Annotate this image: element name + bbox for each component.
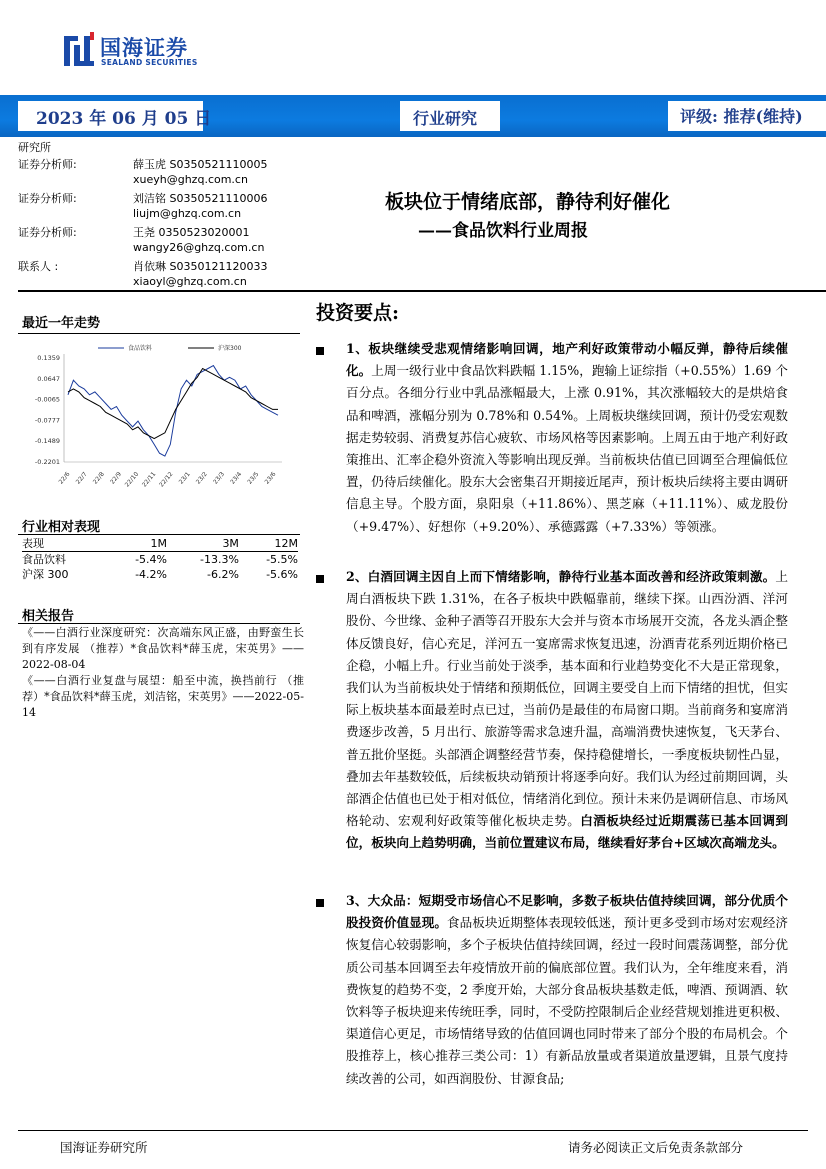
analyst-list	[18, 139, 318, 292]
footer-org: 国海证券研究所	[60, 1140, 148, 1155]
logo-text-en: SEALAND SECURITIES	[101, 58, 198, 67]
point-2-heading: 2、白酒回调主因自上而下情绪影响，静待行业基本面改善和经济政策刺激。	[346, 569, 776, 584]
chart-y-tick: -0.1489	[34, 437, 60, 446]
perf-value: -5.5%	[266, 553, 298, 566]
analyst-role: 证券分析师:	[18, 226, 77, 239]
perf-row	[22, 536, 298, 552]
bullet-icon	[316, 575, 324, 583]
report-type: 行业研究	[413, 109, 478, 128]
chart-x-tick: 22/11	[140, 470, 158, 489]
analyst-row	[18, 224, 318, 241]
point-2-tail: 白酒板块经过近期震荡已基本回调到位，板块向上趋势明确，当前位置建议布局，继续看好茅台+区域次高端龙头。	[346, 813, 789, 851]
footer-divider	[18, 1130, 808, 1131]
dept-label: 研究所	[18, 141, 51, 154]
analyst-row	[18, 173, 318, 190]
chart-y-tick: -0.0777	[34, 416, 60, 425]
perf-label: 沪深 300	[22, 568, 69, 581]
report-item: 《——白酒行业深度研究：次高端东风正盛，由野蛮生长到有序发展 （推荐）*食品饮料*薛玉虎，宋英男》——2022-08-04	[22, 626, 304, 671]
related-reports	[22, 625, 304, 721]
header-divider	[18, 290, 826, 292]
perf-label: 食品饮料	[22, 553, 66, 566]
analyst-value: 薛玉虎 S0350521110005	[133, 158, 268, 171]
analyst-row	[18, 190, 318, 207]
chart-y-tick: 0.0647	[37, 374, 60, 383]
point-3-text: 食品板块近期整体表现较低迷，预计更多受到市场对宏观经济恢复信心较弱影响，多个子板块估值持续回调，经过一段时间震荡调整，部分优质公司基本回调至去年疫情放开前的偏底部位置。我们认为，全年维度来看，消费恢复的趋势不变，2 季度开始，大部分食品板块基数走低，啤酒、预调酒、软饮料等子板块迎来传统旺季，同时，不受防控限制后企业经营规划推进更积极、渠道信心更足，市场情绪导致的估值回调也同时带来了部分个股的布局机会。个股推荐上，核心推荐三类公司：1）有新品放量或者渠道放量逻辑，且景气度持续改善的公司，如西润股份、甘源食品;	[346, 915, 789, 1086]
perf-value: -13.3%	[200, 553, 239, 566]
analyst-role: 证券分析师:	[18, 158, 77, 171]
chart-y-tick: -0.2201	[34, 458, 60, 466]
analyst-value: wangy26@ghzq.com.cn	[133, 241, 265, 254]
perf-value: -4.2%	[135, 568, 167, 581]
perf-table	[22, 536, 298, 582]
chart-x-tick: 23/6	[263, 470, 278, 486]
analyst-value: 肖依琳 S0350121120033	[133, 260, 268, 273]
chart-y-tick: 0.1359	[37, 354, 60, 362]
chart-legend-label: 食品饮料	[128, 345, 153, 352]
perf-label: 表现	[22, 537, 44, 550]
perf-row	[22, 567, 298, 582]
trend-divider	[18, 333, 300, 334]
analyst-row	[18, 156, 318, 173]
chart-x-tick: 23/4	[229, 470, 244, 486]
perf-value: -6.2%	[207, 568, 239, 581]
perf-value: -5.6%	[266, 568, 298, 581]
point-2	[346, 566, 788, 855]
report-title: 板块位于情绪底部，静待利好催化	[385, 191, 671, 213]
trend-title: 最近一年走势	[22, 316, 101, 331]
perf-value: 12M	[274, 537, 298, 550]
point-1-text: 上周一级行业中食品饮料跌幅 1.15%，跑输上证综指（+0.55%）1.69 个百分点。各细分行业中乳品涨幅最大，上涨 0.91%，其次涨幅较大的是烘焙食品和啤酒，涨幅分别为 0.78%和 0.54%。上周板块继续回调，预计仍受宏观数据走势较弱、消费复苏信心疲软、市场风格等因素影响。上周五由于地产利好政策推出、汇率企稳外资流入等影响出现反弹。当前板块估值已回调至合理偏低位置，仍待后续催化。股东大会密集召开期接近尾声，预计板块后续将主要由调研信息主导。个股方面，泉阳泉（+11.86%）、黑芝麻（+11.11%）、威龙股份（+9.47%）、好想你（+9.20%）、承德露露（+7.33%）等领涨。	[346, 363, 788, 534]
analyst-row	[18, 241, 318, 258]
chart-x-tick: 22/8	[91, 470, 106, 486]
perf-value: -5.4%	[135, 553, 167, 566]
rating-value: 推荐(维持)	[723, 107, 803, 126]
chart-x-tick: 22/12	[158, 470, 175, 489]
perf-row	[22, 552, 298, 568]
rating-label: 评级:	[680, 107, 718, 126]
chart-legend-label: 沪深300	[218, 345, 242, 352]
perf-value: 3M	[222, 537, 239, 550]
analyst-role: 联系人 :	[18, 260, 59, 273]
analyst-value: 王尧 0350523020001	[133, 226, 250, 239]
report-date: 2023 年 06 月 05 日	[36, 109, 212, 129]
chart-y-tick: -0.0065	[34, 395, 60, 404]
bullet-icon	[316, 347, 324, 355]
chart-x-tick: 23/1	[177, 470, 192, 486]
chart-x-tick: 23/5	[246, 470, 261, 486]
logo-text-cn: 国海证券	[100, 35, 188, 60]
rating	[680, 104, 803, 127]
point-1	[346, 338, 788, 538]
report-item: 《——白酒行业复盘与展望：船至中流，换挡前行 （推荐）*食品饮料*薛玉虎，刘洁铭，宋英男》——2022-05-14	[22, 674, 304, 719]
point-3-heading: 3、大众品：短期受市场信心不足影响，多数子板块估值持续回调，部分优质个股投资价值显现。	[346, 893, 788, 931]
keypoints-title: 投资要点:	[316, 302, 400, 324]
chart-x-tick: 22/10	[123, 470, 141, 489]
chart-series-line	[68, 366, 278, 457]
analyst-role: 证券分析师:	[18, 192, 77, 205]
reports-title: 相关报告	[22, 609, 75, 624]
point-2-text: 上周白酒板块下跌 1.31%，在各子板块中跌幅靠前，继续下探。山西汾酒、洋河股份、今世缘、金种子酒等召开股东大会并与资本市场展开交流，各龙头酒企整体反馈良好，信心充足，洋河五一宴席需求恢复迅速，汾酒青花系列近期价格已企稳，小幅上升。行业当前处于淡季，基本面和行业趋势变化不大是正常现象，我们认为当前板块处于情绪和预期低位，回调主要受自上而下情绪的担忧，但实际上板块基本面最差时点已过，当前仍是最佳的布局窗口期。当前商务和宴席消费逐步改善，5 月出行、旅游等需求急速升温，高端消费快速恢复，飞天茅台、普五批价坚挺。头部酒企调整经营节奏，保持稳健增长，一季度板块韧性凸显，叠加去年基数较低，后续板块动销预计将逐季向好。我们认为经过前期回调，头部酒企估值也已处于相对低位，情绪消化到位。预计未来仍是调研信息、市场风格轮动、宏观利好政策等催化板块走势。	[346, 569, 788, 829]
analyst-row	[18, 258, 318, 275]
chart-x-tick: 23/2	[194, 470, 209, 486]
chart-x-tick: 23/3	[212, 470, 227, 486]
footer-disclaimer: 请务必阅读正文后免责条款部分	[568, 1140, 744, 1155]
analyst-row	[18, 207, 318, 224]
analyst-value: xueyh@ghzq.com.cn	[133, 173, 248, 186]
sealand-logo-icon	[62, 30, 96, 72]
point-3	[346, 890, 788, 1090]
perf-value: 1M	[150, 537, 167, 550]
bullet-icon	[316, 899, 324, 907]
chart-x-tick: 22/7	[74, 470, 89, 486]
analyst-value: 刘洁铭 S0350521110006	[133, 192, 268, 205]
trend-chart	[20, 340, 300, 500]
chart-x-tick: 22/6	[57, 470, 72, 486]
point-1-heading: 1、板块继续受悲观情绪影响回调，地产利好政策带动小幅反弹，静待后续催化。	[346, 341, 788, 379]
analyst-value: xiaoyl@ghzq.com.cn	[133, 275, 247, 288]
report-subtitle: ——食品饮料行业周报	[418, 221, 588, 241]
chart-x-tick: 22/9	[109, 470, 124, 486]
perf-title: 行业相对表现	[22, 520, 101, 535]
analyst-value: liujm@ghzq.com.cn	[133, 207, 242, 220]
